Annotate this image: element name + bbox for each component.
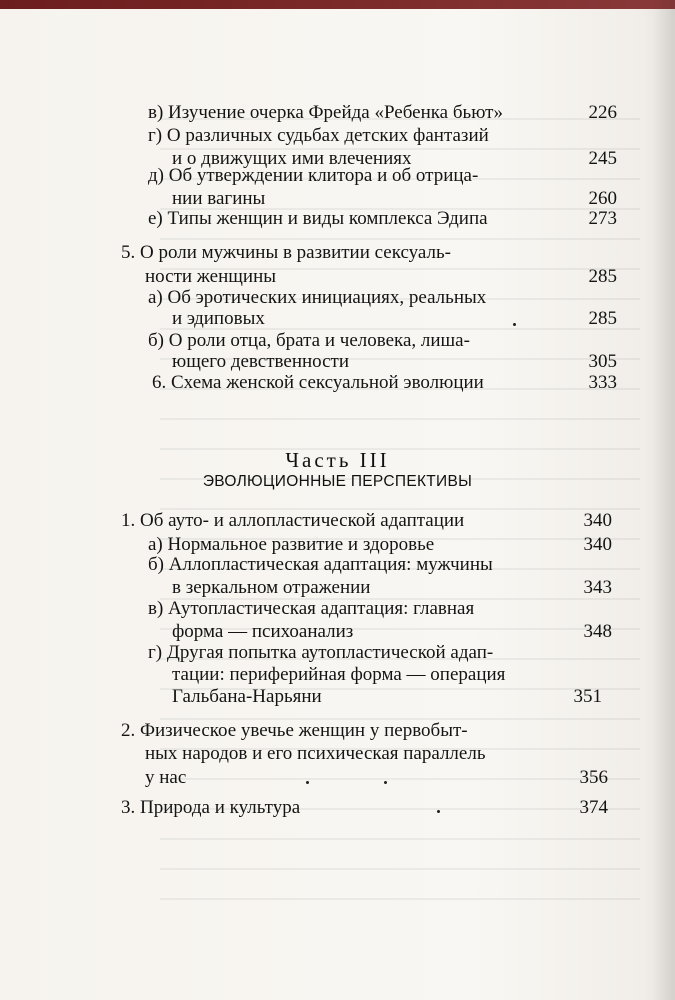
- toc-entry-label-line1: в) Аутопластическая адаптация: главная: [148, 598, 475, 619]
- toc-entry-label-line2: и о движущих ими влечениях: [172, 148, 412, 169]
- toc-entry-label-line2: нии вагины: [172, 188, 266, 209]
- toc-entry-label-line2: и эдиповых: [172, 308, 265, 329]
- toc-page-number: 351: [573, 686, 602, 707]
- toc-entry-label-line2: форма — психоанализ: [172, 621, 354, 642]
- toc-entry-label: 6. Схема женской сексуальной эволюции: [152, 372, 484, 393]
- toc-entry-label-line1: а) Об эротических инициациях, реальных: [148, 287, 487, 308]
- toc-page-number: 285: [588, 266, 617, 287]
- toc-entry-label-line1: г) О различных судьбах детских фантазий: [148, 125, 489, 146]
- toc-page-number: 340: [583, 510, 612, 531]
- toc-entry-label-line1: б) О роли отца, брата и человека, лиша-: [148, 330, 470, 351]
- toc-entry-label-line2: ющего девственности: [172, 351, 350, 372]
- toc-entry-label: а) Нормальное развитие и здоровье: [148, 534, 435, 555]
- toc-entry-label-line2: тации: периферийная форма — операция: [172, 664, 506, 685]
- toc-entry-label: е) Типы женщин и виды комплекса Эдипа: [148, 208, 488, 229]
- toc-entry-label-line1: 5. О роли мужчины в развитии сексуаль-: [121, 242, 452, 263]
- part-subtitle: ЭВОЛЮЦИОННЫЕ ПЕРСПЕКТИВЫ: [202, 473, 473, 490]
- part-title: Часть III: [285, 448, 390, 472]
- toc-entry-label-line3: у нас: [145, 767, 187, 788]
- toc-page-number: 226: [588, 102, 617, 123]
- toc-page-number: 245: [588, 148, 617, 169]
- toc-entry-label: 3. Природа и культура: [121, 797, 301, 818]
- toc-entry-label-line2: в зеркальном отражении: [172, 577, 371, 598]
- toc-page-number: 374: [579, 797, 608, 818]
- toc-entry-label-line1: д) Об утверждении клитора и об отрица-: [148, 165, 479, 186]
- leader-dot: [513, 323, 516, 326]
- leader-dot: [306, 781, 309, 784]
- book-cover-edge: [0, 0, 675, 9]
- leader-dot: [437, 810, 440, 813]
- toc-page-number: 260: [588, 188, 617, 209]
- toc-entry-label-line2: ности женщины: [145, 266, 277, 287]
- toc-page-number: 285: [588, 308, 617, 329]
- toc-page-number: 305: [588, 351, 617, 372]
- toc-entry-label-line1: б) Аллопластическая адаптация: мужчины: [148, 554, 493, 575]
- toc-page-number: 356: [579, 767, 608, 788]
- toc-page-number: 348: [583, 621, 612, 642]
- toc-entry-label: 1. Об ауто- и аллопластической адаптации: [121, 510, 465, 531]
- toc-entry-label-line3: Гальбана-Нарьяни: [172, 686, 322, 707]
- toc-entry-label: в) Изучение очерка Фрейда «Ребенка бьют»: [148, 102, 503, 123]
- toc-entry-label-line1: 2. Физическое увечье женщин у первобыт-: [121, 720, 468, 741]
- toc-page-number: 340: [583, 534, 612, 555]
- page-shadow: [653, 0, 675, 1000]
- toc-page-number: 273: [588, 208, 617, 229]
- toc-page-number: 333: [588, 372, 617, 393]
- toc-entry-label-line2: ных народов и его психическая параллель: [145, 743, 486, 764]
- toc-page-number: 343: [583, 577, 612, 598]
- toc-entry-label-line1: г) Другая попытка аутопластической адап-: [148, 642, 494, 663]
- leader-dot: [384, 781, 387, 784]
